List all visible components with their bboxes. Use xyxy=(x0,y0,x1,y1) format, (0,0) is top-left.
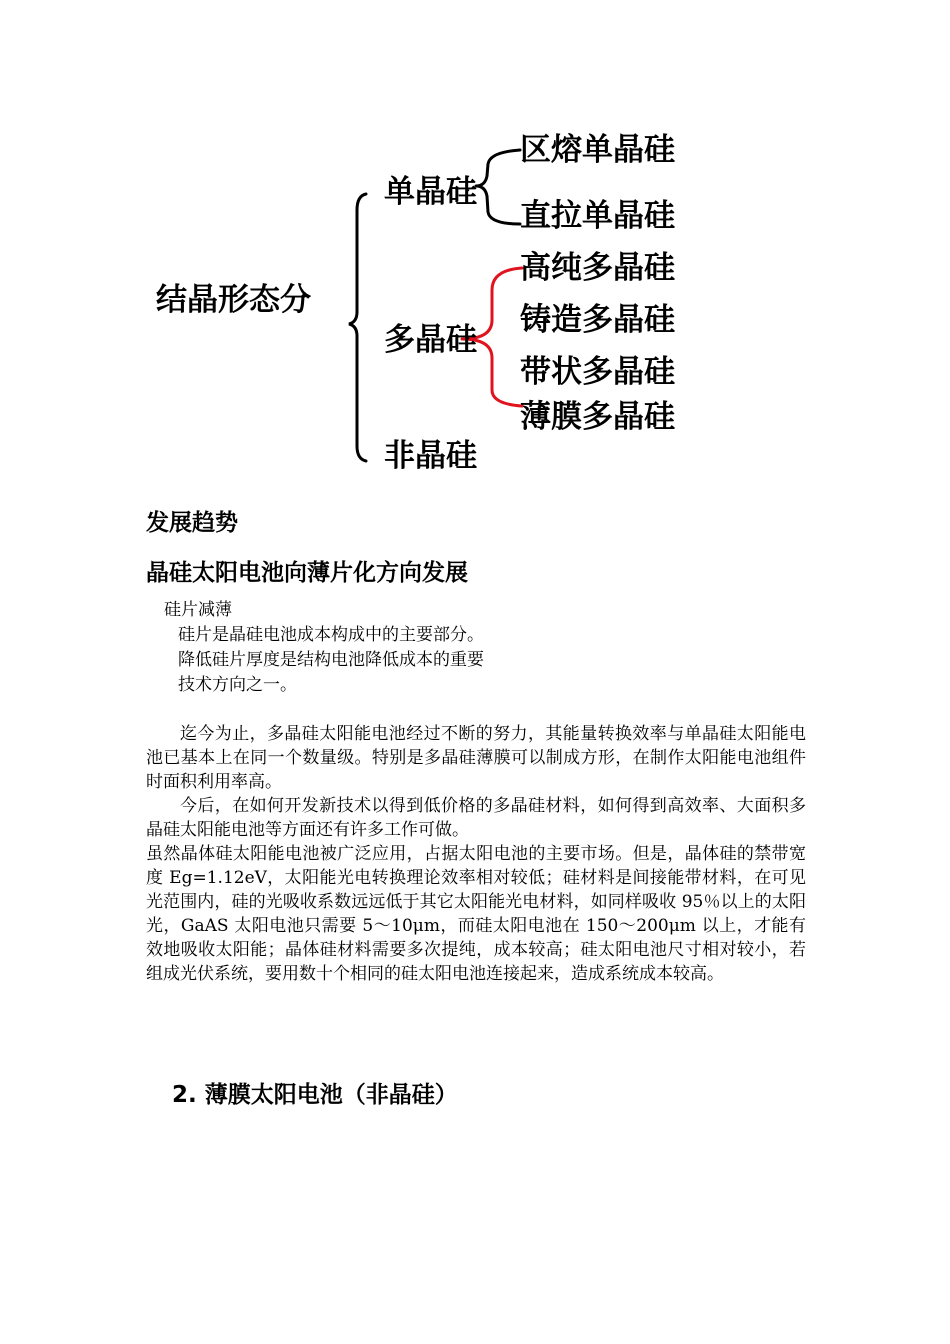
diagram-root-label: 结晶形态分 xyxy=(156,282,311,318)
branch-poly-label: 多晶硅 xyxy=(384,322,477,358)
paragraph: 今后，在如何开发新技术以得到低价格的多晶硅材料，如何得到高效率、大面积多晶硅太阳能电池等方面还有许多工作可做。 xyxy=(146,796,806,840)
mono-bracket xyxy=(476,150,520,224)
wafer-thinning-title: 硅片减薄 xyxy=(164,600,232,620)
paragraph: 虽然晶体硅太阳能电池被广泛应用，占据太阳电池的主要市场。但是，晶体硅的禁带宽度 Eg=1.12eV，太阳能光电转换理论效率相对较低；硅材料是间接能带材料，在可见光范围内，硅的光吸收系数远远低于其它太阳能光电材料，如同样吸收 95％以上的太阳光，GaAS 太阳电池只需要 5～10μm，而硅太阳电池在 150～200μm 以上，才能有效地吸收太阳能；晶体硅材料需要多次提纯，成本较高；硅太阳电池尺寸相对较小，若组成光伏系统，要用数十个相同的硅太阳电池连接起来，造成系统成本较高。 xyxy=(146,844,806,984)
leaf-thin-film-poly: 薄膜多晶硅 xyxy=(520,399,675,435)
trend-heading: 发展趋势 xyxy=(146,510,238,536)
main-brace xyxy=(349,194,366,461)
leaf-cast-poly: 铸造多晶硅 xyxy=(520,302,675,338)
paragraph: 迄今为止，多晶硅太阳能电池经过不断的努力，其能量转换效率与单晶硅太阳能电池已基本上在同一个数量级。特别是多晶硅薄膜可以制成方形，在制作太阳能电池组件时面积利用率高。 xyxy=(146,724,806,792)
branch-amorphous-label: 非晶硅 xyxy=(384,438,477,474)
body-paragraphs xyxy=(146,722,806,986)
leaf-cz-mono: 直拉单晶硅 xyxy=(520,198,675,234)
wafer-line: 技术方向之一。 xyxy=(178,675,297,695)
wafer-line: 硅片是晶硅电池成本构成中的主要部分。 xyxy=(178,625,484,645)
leaf-ribbon-poly: 带状多晶硅 xyxy=(520,354,675,390)
branch-mono-label: 单晶硅 xyxy=(384,174,477,210)
leaf-high-purity-poly: 高纯多晶硅 xyxy=(520,250,675,286)
thin-wafer-heading: 晶硅太阳电池向薄片化方向发展 xyxy=(146,560,468,586)
section-2-heading: 2. 薄膜太阳电池（非晶硅） xyxy=(172,1082,458,1108)
leaf-fz-mono: 区熔单晶硅 xyxy=(520,132,675,168)
wafer-line: 降低硅片厚度是结构电池降低成本的重要 xyxy=(178,650,484,670)
